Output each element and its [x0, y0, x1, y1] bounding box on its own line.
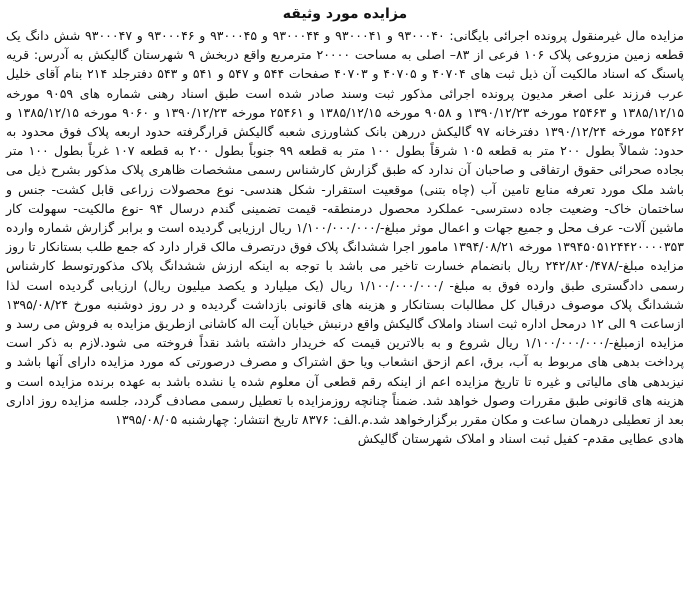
- auction-notice: [6, 4, 684, 594]
- notice-body: مزایده مال غیرمنقول پرونده اجرائی بایگانی: ۹۳۰۰۰۴۰ و ۹۳۰۰۰۴۱ و ۹۳۰۰۰۴۴ و ۹۳۰۰۰۴۵ و ۹۳۰۰۰۴۶ و ۹۳۰۰۰۴۷ شش دانگ یک قطعه زمین مزروعی پلاک ۱۰۶ فرعی از ۸۳– اصلی به مساحت ۲۰۰۰۰ مترمربع واقع دربخش ۹ شهرستان گالیکش به آدرس: قریه پاسنگ که اسناد مالکیت آن ذیل ثبت های ۴۰۷۰۴ و ۴۰۷۰۵ و ۴۰۷۰۳ صفحات ۵۴۴ و ۵۴۷ و ۵۴۱ و ۵۴۳ دفترجلد ۲۱۴ بنام آقای خلیل عرب فرزند علی اصغر مدیون پرونده اجرائی مذکور ثبت وسند صادر شده است طبق اسناد رهنی شماره های ۹۰۵۹ مورخه ۱۳۸۵/۱۲/۱۵ و ۲۵۴۶۳ مورخه ۱۳۹۰/۱۲/۲۳ و ۹۰۵۸ مورخه ۱۳۸۵/۱۲/۱۵ و ۲۵۴۶۱ مورخه ۱۳۹۰/۱۲/۲۳ و ۹۰۶۰ مورخه ۱۳۸۵/۱۲/۱۵ و ۲۵۴۶۲ مورخه ۱۳۹۰/۱۲/۲۴ دفترخانه ۹۷ گالیکش دررهن بانک کشاورزی شعبه گالیکش قرارگرفته حدود اربعه پلاک فوق محدود به حدود: شمالاً بطول ۲۰۰ متر به قطعه ۱۰۵ شرقاً بطول ۱۰۰ متر به قطعه ۹۹ جنوباً بطول ۲۰۰ به قطعه ۱۰۷ غرباً بطول ۱۰۰ متر بجاده صحرائی حقوق ارتفاقی و صاحبان آن ندارد که طبق گزارش کارشناس رسمی مشخصات ظاهری پلاک مذکور بشرح ذیل می باشد ملک مورد تعرفه منابع تامین آب (چاه بتنی) موقعیت استقرار- شکل هندسی- نوع محصولات زراعی قابل کشت- جنس و ساختمان خاک- وضعیت جاده دسترسی- عملکرد محصول درمنطقه- قیمت تضمینی گندم درسال ۹۴ -نوع مالکیت- سهولت کار ماشین آلات- عرف محل و جمیع جهات و اعمال موثر مبلغ-/۱/۱۰۰/۰۰۰/۰۰۰ ریال ارزیابی گردیده است و برابر گزارش شماره وارده ۱۳۹۴۵۰۵۱۲۴۴۲۰۰۰۰۳۵۳ مورخه ۱۳۹۴/۰۸/۲۱ مامور اجرا ششدانگ پلاک فوق درتصرف مالک قرار دارد که جمع طلب بستانکار تا روز مزایده مبلغ-/۲۴۲/۸۲۰/۴۷۸ ریال بانضمام خسارت تاخیر می باشد با توجه به اینکه ارزش ششدانگ پلاک مذکورتوسط کارشناس رسمی دادگستری طبق وارده فوق به مبلغ- /۱/۱۰۰/۰۰۰/۰۰۰ ریال (یک میلیارد و یکصد میلیون ریال) ارزیابی گردیده است لذا ششدانگ پلاک موصوف درقبال کل مطالبات بستانکار و هزینه های قانونی بازداشت گردیده و در روز دوشنبه مورخ ۱۳۹۵/۰۸/۲۴ ازساعت ۹ الی ۱۲ درمحل اداره ثبت اسناد واملاک گالیکش واقع درنبش خیابان آیت اله کاشانی ازطریق مزایده به فروش می رسد و مزایده ازمبلغ-/۱/۱۰۰/۰۰۰/۰۰۰ ریال شروع و به بالاترین قیمت که خریدار داشته باشد نقداً فروخته می شود.لازم به ذکر است پرداخت بدهی های مربوط به آب، برق، اعم ازحق انشعاب ویا حق اشتراک و مصرف درصورتی که مورد مزایده دارای آنها باشد و نیزبدهی های مالیاتی و غیره تا تاریخ مزایده اعم از اینکه رقم قطعی آن معلوم شده یا نشده باشد به عهده برنده مزایده است و هزینه های قانونی طبق مقررات وصول خواهد شد. ضمناً چنانچه روزمزایده با تعطیل رسمی مصادف گردد، جلسه مزایده روز اداری بعد از تعطیلی درهمان ساعت و مکان مقرر برگزارخواهد شد.م.الف: ۸۳۷۶ تاریخ انتشار: چهارشنبه ۱۳۹۵/۰۸/۰۵: [6, 28, 685, 428]
- notice-title: مزایده مورد وثیقه: [282, 6, 408, 22]
- notice-signature: هادی عطایی مقدم- کفیل ثبت اسناد و املاک شهرستان گالیکش: [357, 431, 684, 447]
